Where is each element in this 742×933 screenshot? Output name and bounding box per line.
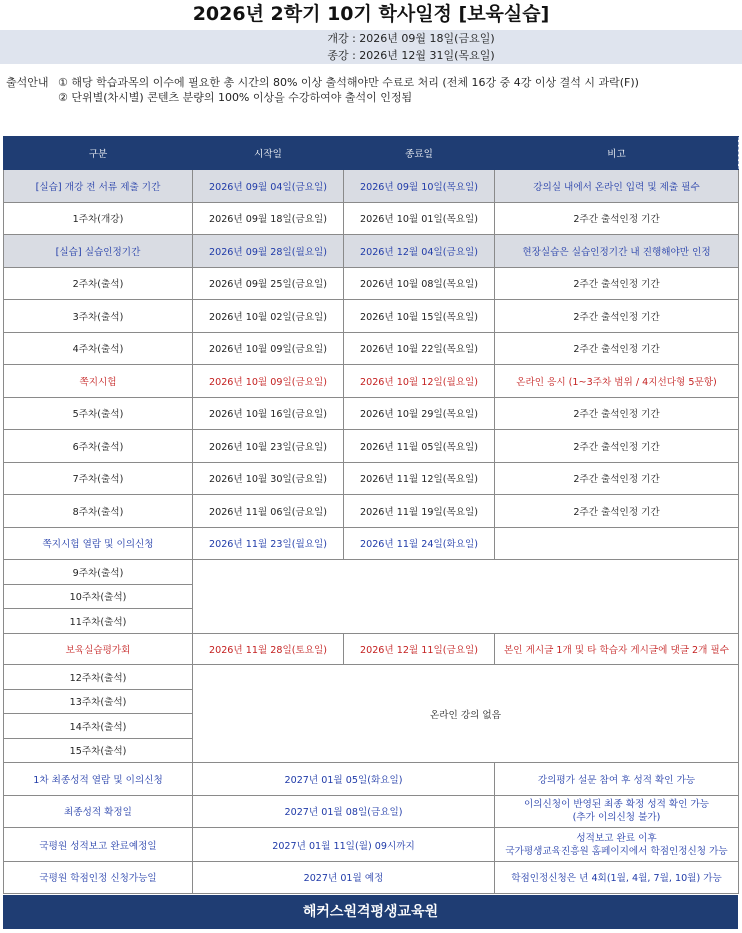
row-end: 2026년 12월 04일(금요일)	[344, 235, 495, 268]
row-start: 2026년 10월 30일(금요일)	[193, 462, 344, 495]
row-name: 8주차(출석)	[4, 495, 193, 528]
table-row	[4, 763, 739, 796]
row-start: 2026년 09월 18일(금요일)	[193, 202, 344, 235]
row-name: 쪽지시험 열람 및 이의신청	[4, 527, 193, 560]
open-date: 개강 : 2026년 09월 18일(금요일)	[327, 32, 495, 45]
row-start: 2026년 09월 04일(금요일)	[193, 170, 344, 203]
table-row	[4, 495, 739, 528]
row-start: 2026년 09월 25일(금요일)	[193, 267, 344, 300]
table-row	[4, 235, 739, 268]
row-note: 2주간 출석인정 기간	[495, 495, 739, 528]
table-row	[4, 462, 739, 495]
row-note	[495, 795, 739, 828]
column-header: 비고	[495, 137, 739, 170]
row-note	[495, 828, 739, 862]
table-row	[4, 633, 739, 665]
row-end: 2026년 11월 24일(화요일)	[344, 527, 495, 560]
table-row	[4, 300, 739, 333]
column-header: 종료일	[344, 137, 495, 170]
row-name: 5주차(출석)	[4, 397, 193, 430]
row-name: 7주차(출석)	[4, 462, 193, 495]
row-name: 2주차(출석)	[4, 267, 193, 300]
row-note-line: (추가 이의신청 불가)	[572, 812, 661, 824]
row-name: 12주차(출석)	[4, 665, 193, 690]
row-note: 학점인정신청은 년 4회(1월, 4월, 7월, 10월) 가능	[495, 862, 739, 894]
column-header: 구분	[4, 137, 193, 170]
table-row	[4, 430, 739, 463]
row-date: 2027년 01월 예정	[193, 862, 495, 894]
page-title: 2026년 2학기 10기 학사일정 [보육실습]	[192, 3, 550, 25]
close-date: 종강 : 2026년 12월 31일(목요일)	[327, 49, 495, 62]
row-name: [실습] 실습인정기간	[4, 235, 193, 268]
row-name: 국평원 학점인정 신청가능일	[4, 862, 193, 894]
row-note: 2주간 출석인정 기간	[495, 430, 739, 463]
row-start: 2026년 10월 09일(금요일)	[193, 365, 344, 398]
table-row	[4, 665, 739, 690]
row-start: 2026년 11월 23일(월요일)	[193, 527, 344, 560]
table-row	[4, 795, 739, 828]
row-name: 9주차(출석)	[4, 560, 193, 585]
row-note: 2주간 출석인정 기간	[495, 332, 739, 365]
row-start: 2026년 10월 02일(금요일)	[193, 300, 344, 333]
row-end: 2026년 11월 12일(목요일)	[344, 462, 495, 495]
table-row	[4, 267, 739, 300]
row-end: 2026년 12월 11일(금요일)	[344, 633, 495, 665]
row-name: 보육실습평가회	[4, 633, 193, 665]
row-note: 현장실습은 실습인정기간 내 진행해야만 인정	[495, 235, 739, 268]
row-note: 강의실 내에서 온라인 입력 및 제출 필수	[495, 170, 739, 203]
row-end: 2026년 10월 29일(목요일)	[344, 397, 495, 430]
table-row	[4, 332, 739, 365]
row-note: 2주간 출석인정 기간	[495, 300, 739, 333]
row-end: 2026년 10월 08일(목요일)	[344, 267, 495, 300]
row-note	[495, 527, 739, 560]
row-note: 2주간 출석인정 기간	[495, 462, 739, 495]
row-name: 13주차(출석)	[4, 689, 193, 714]
table-row	[4, 170, 739, 203]
table-row	[4, 365, 739, 398]
row-name: 11주차(출석)	[4, 609, 193, 634]
row-note: 본인 게시글 1개 및 타 학습자 게시글에 댓글 2개 필수	[495, 633, 739, 665]
notice-label: 출석안내	[6, 76, 49, 89]
table-row	[4, 560, 739, 585]
row-start: 2026년 11월 28일(토요일)	[193, 633, 344, 665]
table-row	[4, 397, 739, 430]
row-note: 2주간 출석인정 기간	[495, 397, 739, 430]
row-note: 온라인 응시 (1~3주차 범위 / 4지선다형 5문항)	[495, 365, 739, 398]
row-name: 15주차(출석)	[4, 738, 193, 763]
table-row	[4, 527, 739, 560]
row-end: 2026년 09월 10일(목요일)	[344, 170, 495, 203]
row-name: 10주차(출석)	[4, 584, 193, 609]
row-note-line: 성적보고 완료 이후	[576, 832, 657, 844]
row-name: 1차 최종성적 열람 및 이의신청	[4, 763, 193, 796]
row-name: 최종성적 확정일	[4, 795, 193, 828]
notice-item: ① 해당 학습과목의 이수에 필요한 총 시간의 80% 이상 출석해야만 수료로 처리 (전체 16강 중 4강 이상 결석 시 과락(F))	[58, 76, 639, 89]
table-row	[4, 828, 739, 862]
semester-period	[0, 30, 742, 64]
row-note: 강의평가 설문 참여 후 성적 확인 가능	[495, 763, 739, 796]
row-start: 2026년 10월 16일(금요일)	[193, 397, 344, 430]
row-date: 2027년 01월 11일(월) 09시까지	[193, 828, 495, 862]
row-start: 2026년 11월 06일(금요일)	[193, 495, 344, 528]
row-note: 2주간 출석인정 기간	[495, 267, 739, 300]
row-note-line: 국가평생교육진흥원 홈페이지에서 학점인정신청 가능	[505, 845, 728, 857]
empty-span	[193, 560, 739, 634]
row-name: 6주차(출석)	[4, 430, 193, 463]
table-header	[4, 137, 739, 170]
row-end: 2026년 10월 12일(월요일)	[344, 365, 495, 398]
row-note: 2주간 출석인정 기간	[495, 202, 739, 235]
column-header: 시작일	[193, 137, 344, 170]
row-name: 1주차(개강)	[4, 202, 193, 235]
row-start: 2026년 09월 28일(월요일)	[193, 235, 344, 268]
row-end: 2026년 10월 15일(목요일)	[344, 300, 495, 333]
notice-item: ② 단위별(차시별) 콘텐츠 분량의 100% 이상을 수강하여야 출석이 인정됨	[58, 91, 413, 104]
row-name: 14주차(출석)	[4, 714, 193, 739]
row-start: 2026년 10월 09일(금요일)	[193, 332, 344, 365]
row-end: 2026년 10월 22일(목요일)	[344, 332, 495, 365]
no-lecture-label: 온라인 강의 없음	[193, 665, 739, 763]
row-end: 2026년 11월 05일(목요일)	[344, 430, 495, 463]
row-name: [실습] 개강 전 서류 제출 기간	[4, 170, 193, 203]
footer-brand: 해커스원격평생교육원	[3, 895, 738, 929]
table-row	[4, 202, 739, 235]
row-name: 국평원 성적보고 완료예정일	[4, 828, 193, 862]
schedule-table	[3, 136, 739, 894]
row-note-line: 이의신청이 반영된 최종 확정 성적 확인 가능	[523, 799, 710, 811]
row-name: 3주차(출석)	[4, 300, 193, 333]
row-end: 2026년 11월 19일(목요일)	[344, 495, 495, 528]
row-date: 2027년 01월 05일(화요일)	[193, 763, 495, 796]
row-name: 4주차(출석)	[4, 332, 193, 365]
row-start: 2026년 10월 23일(금요일)	[193, 430, 344, 463]
row-end: 2026년 10월 01일(목요일)	[344, 202, 495, 235]
table-row	[4, 862, 739, 894]
row-name: 쪽지시험	[4, 365, 193, 398]
row-date: 2027년 01월 08일(금요일)	[193, 795, 495, 828]
